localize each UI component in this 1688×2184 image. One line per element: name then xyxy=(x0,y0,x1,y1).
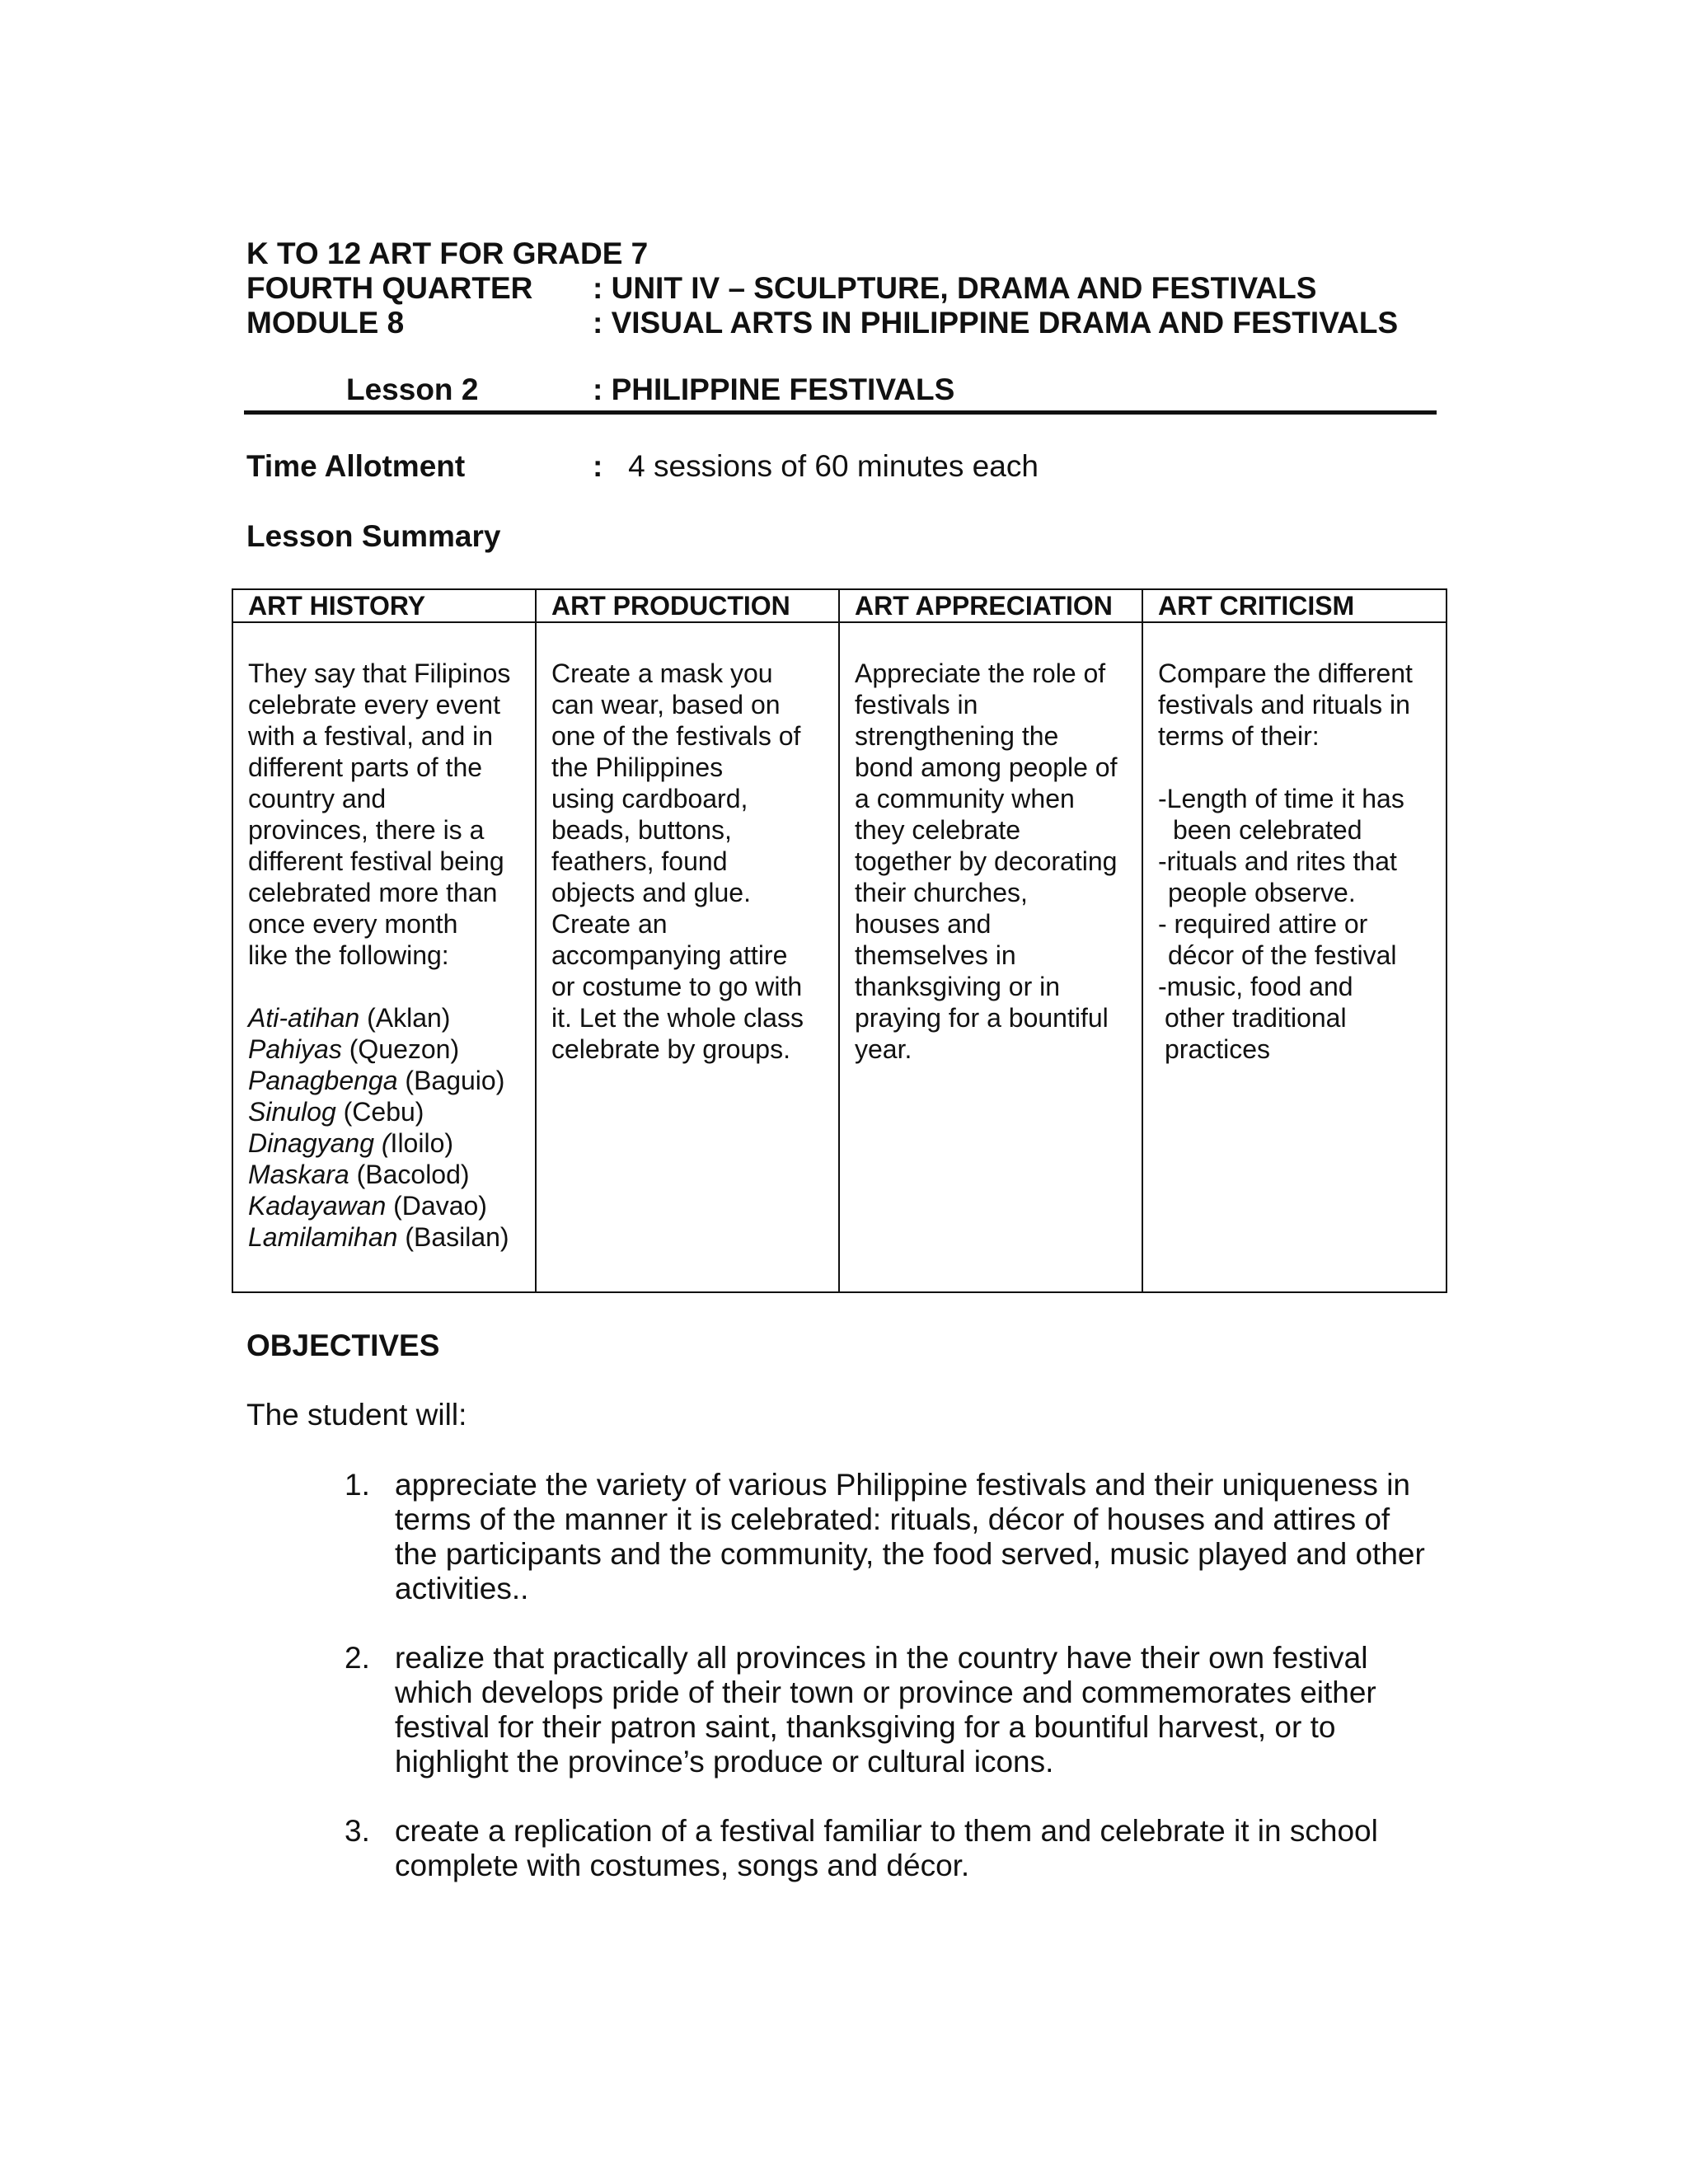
history-line: with a festival, and in xyxy=(248,721,494,751)
cell-art-criticism xyxy=(1142,622,1447,1292)
history-line: provinces, there is a xyxy=(248,815,485,845)
festival-place: (Bacolod) xyxy=(349,1160,470,1189)
objective-line: which develops pride of their town or province and commemorates either xyxy=(395,1675,1376,1709)
time-colon: : xyxy=(593,449,603,483)
production-line: celebrate by groups. xyxy=(551,1034,790,1064)
module-value: : VISUAL ARTS IN PHILIPPINE DRAMA AND FESTIVALS xyxy=(593,306,1399,340)
table-row xyxy=(232,622,1447,1292)
festival-name: Kadayawan xyxy=(248,1191,387,1221)
appreciation-line: their churches, xyxy=(855,878,1028,907)
objective-number: 3. xyxy=(345,1814,370,1848)
criticism-gap xyxy=(1158,752,1437,783)
time-allotment-row xyxy=(246,449,1039,484)
objective-line: highlight the province’s produce or cultural icons. xyxy=(395,1745,1054,1779)
appreciation-line: together by decorating xyxy=(855,846,1118,876)
objective-line: festival for their patron saint, thanksgiving for a bountiful harvest, or to xyxy=(395,1710,1336,1744)
course-title xyxy=(246,237,648,271)
module-label: MODULE 8 xyxy=(246,306,405,340)
festival-place: (Aklan) xyxy=(359,1003,451,1033)
history-line: different parts of the xyxy=(248,752,483,782)
header-art-production: ART PRODUCTION xyxy=(536,589,839,622)
criticism-intro-line: Compare the different xyxy=(1158,658,1413,688)
table-header-row xyxy=(232,589,1447,622)
time-value: 4 sessions of 60 minutes each xyxy=(628,449,1039,483)
appreciation-line: strengthening the xyxy=(855,721,1059,751)
festival-place: Iloilo) xyxy=(390,1128,454,1158)
appreciation-line: a community when xyxy=(855,784,1075,813)
objectives-title: OBJECTIVES xyxy=(246,1329,440,1362)
festival-entry xyxy=(248,1127,527,1159)
time-value-group xyxy=(593,449,1039,484)
objective-text xyxy=(395,1641,1466,1779)
production-line: Create an xyxy=(551,909,668,939)
course-title-text: K TO 12 ART FOR GRADE 7 xyxy=(246,237,649,270)
header-art-criticism: ART CRITICISM xyxy=(1142,589,1447,622)
festival-place: (Davao) xyxy=(386,1191,487,1221)
production-line: Create a mask you xyxy=(551,658,773,688)
objectives-intro: The student will: xyxy=(246,1398,467,1432)
festival-entry xyxy=(248,1002,527,1033)
objective-line: complete with costumes, songs and décor. xyxy=(395,1849,970,1882)
objective-number: 2. xyxy=(345,1641,370,1675)
festival-entry xyxy=(248,1221,527,1253)
festival-entry xyxy=(248,1033,527,1065)
festival-name: Ati-atihan xyxy=(248,1003,360,1033)
history-line: celebrate every event xyxy=(248,690,500,719)
history-line: country and xyxy=(248,784,387,813)
lesson-row xyxy=(346,373,955,407)
history-gap xyxy=(248,971,527,1002)
festival-entry xyxy=(248,1065,527,1096)
appreciation-line: praying for a bountiful xyxy=(855,1003,1109,1033)
production-line: using cardboard, xyxy=(551,784,748,813)
appreciation-line: houses and xyxy=(855,909,992,939)
objective-line: the participants and the community, the food served, music played and other xyxy=(395,1537,1425,1571)
criticism-item-line: -Length of time it has xyxy=(1158,784,1404,813)
quarter-value: : UNIT IV – SCULPTURE, DRAMA AND FESTIVALS xyxy=(593,271,1317,305)
quarter-row xyxy=(246,271,1317,306)
lesson-summary-table xyxy=(232,588,1447,1293)
objective-line: realize that practically all provinces in the country have their own festival xyxy=(395,1641,1368,1675)
time-label: Time Allotment xyxy=(246,449,466,483)
festival-place: (Basilan) xyxy=(397,1222,509,1252)
criticism-item-line: other traditional xyxy=(1165,1003,1347,1033)
cell-art-history xyxy=(232,622,536,1292)
criticism-item-line: décor of the festival xyxy=(1168,940,1397,970)
production-line: one of the festivals of xyxy=(551,721,801,751)
history-line: celebrated more than xyxy=(248,878,498,907)
production-line: it. Let the whole class xyxy=(551,1003,804,1033)
festival-place: (Quezon) xyxy=(341,1034,460,1064)
production-line: feathers, found xyxy=(551,846,728,876)
festival-name: Maskara xyxy=(248,1160,349,1189)
objective-line: create a replication of a festival familiar to them and celebrate it in school xyxy=(395,1814,1378,1848)
festival-entry xyxy=(248,1190,527,1221)
criticism-item-line: practices xyxy=(1165,1034,1271,1064)
lesson-summary-title: Lesson Summary xyxy=(246,519,501,553)
appreciation-line: themselves in xyxy=(855,940,1016,970)
criticism-item-line: -rituals and rites that xyxy=(1158,846,1397,876)
history-line: like the following: xyxy=(248,940,449,970)
appreciation-line: festivals in xyxy=(855,690,978,719)
festival-name: Panagbenga xyxy=(248,1066,398,1095)
history-line: different festival being xyxy=(248,846,504,876)
appreciation-line: bond among people of xyxy=(855,752,1118,782)
festival-name: Pahiyas xyxy=(248,1034,342,1064)
appreciation-line: Appreciate the role of xyxy=(855,658,1106,688)
history-line: once every month xyxy=(248,909,458,939)
production-line: beads, buttons, xyxy=(551,815,732,845)
header-art-appreciation: ART APPRECIATION xyxy=(839,589,1142,622)
festival-place: (Cebu) xyxy=(335,1097,424,1127)
objective-number: 1. xyxy=(345,1468,370,1502)
production-line: accompanying attire xyxy=(551,940,788,970)
criticism-item-line: - required attire or xyxy=(1158,909,1368,939)
objective-text xyxy=(395,1468,1466,1606)
festival-name: Sinulog xyxy=(248,1097,336,1127)
lesson-label: Lesson 2 xyxy=(346,373,479,406)
cell-art-production xyxy=(536,622,839,1292)
module-row xyxy=(246,306,1399,340)
appreciation-line: they celebrate xyxy=(855,815,1021,845)
header-divider xyxy=(244,410,1437,415)
appreciation-line: year. xyxy=(855,1034,912,1064)
appreciation-line: thanksgiving or in xyxy=(855,972,1061,1001)
festival-name: Lamilamihan xyxy=(248,1222,398,1252)
header-art-history: ART HISTORY xyxy=(232,589,536,622)
festival-place: (Baguio) xyxy=(397,1066,505,1095)
objective-text xyxy=(395,1814,1466,1883)
production-line: or costume to go with xyxy=(551,972,803,1001)
objective-line: appreciate the variety of various Philippine festivals and their uniqueness in xyxy=(395,1468,1411,1502)
festival-entry xyxy=(248,1096,527,1127)
quarter-label: FOURTH QUARTER xyxy=(246,271,533,305)
festival-name: Dinagyang ( xyxy=(248,1128,391,1158)
criticism-intro-line: festivals and rituals in xyxy=(1158,690,1410,719)
production-line: can wear, based on xyxy=(551,690,781,719)
lesson-value: : PHILIPPINE FESTIVALS xyxy=(593,373,955,406)
festival-entry xyxy=(248,1159,527,1190)
objective-line: terms of the manner it is celebrated: rituals, décor of houses and attires of xyxy=(395,1502,1390,1536)
criticism-intro-line: terms of their: xyxy=(1158,721,1320,751)
criticism-item-line: -music, food and xyxy=(1158,972,1353,1001)
objective-line: activities.. xyxy=(395,1572,529,1605)
cell-art-appreciation xyxy=(839,622,1142,1292)
criticism-item-line: been celebrated xyxy=(1173,815,1362,845)
history-line: They say that Filipinos xyxy=(248,658,511,688)
production-line: objects and glue. xyxy=(551,878,751,907)
production-line: the Philippines xyxy=(551,752,724,782)
criticism-item-line: people observe. xyxy=(1168,878,1356,907)
